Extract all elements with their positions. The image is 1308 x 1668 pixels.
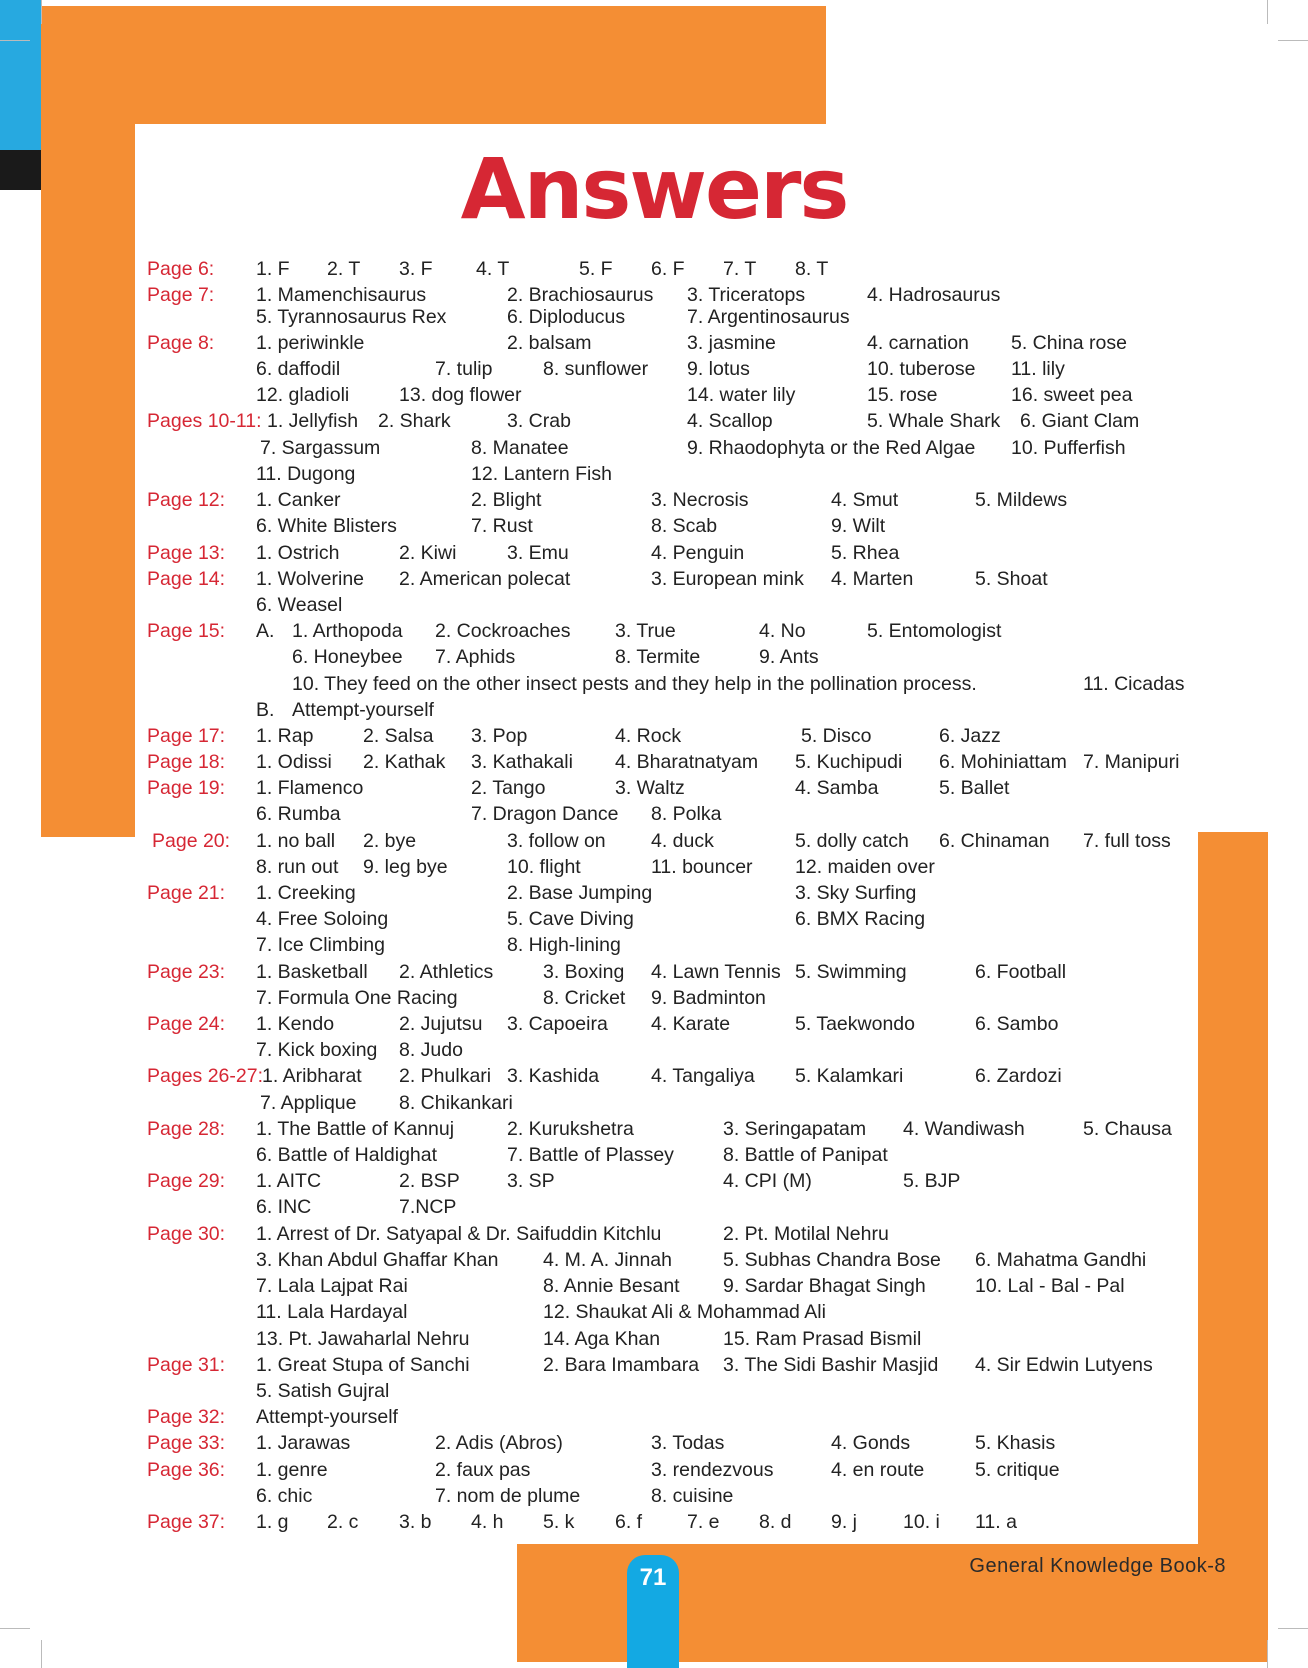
page-label: Page 33: xyxy=(147,1432,226,1454)
answer-item: 14. Aga Khan xyxy=(543,1328,661,1350)
answer-item: 11. a xyxy=(975,1511,1017,1533)
answer-item: 12. gladioli xyxy=(256,384,350,406)
answer-item: 4. Scallop xyxy=(687,410,773,432)
answer-item: 5. Tyrannosaurus Rex xyxy=(256,306,447,328)
answer-item: 7. Formula One Racing xyxy=(256,987,458,1009)
answer-item: 12. Shaukat Ali & Mohammad Ali xyxy=(543,1301,826,1323)
answer-item: 6. F xyxy=(651,258,685,280)
answer-item: 4. Rock xyxy=(615,725,682,747)
answer-item: 3. Kathakali xyxy=(471,751,573,773)
answer-item: 9. j xyxy=(831,1511,858,1533)
answer-item: 7. Applique xyxy=(260,1092,357,1114)
answer-item: 2. Jujutsu xyxy=(399,1013,483,1035)
answer-item: 4. Tangaliya xyxy=(651,1065,755,1087)
answer-item: 11. Dugong xyxy=(256,463,356,485)
page-label: Page 24: xyxy=(147,1013,226,1035)
answer-item: 1. Jellyfish xyxy=(267,410,359,432)
answer-item: 4. Free Soloing xyxy=(256,908,389,930)
answer-item: 6. Chinaman xyxy=(939,830,1050,852)
answer-item: 12. maiden over xyxy=(795,856,935,878)
answer-item: 7. Ice Climbing xyxy=(256,934,385,956)
page-label: Page 19: xyxy=(147,777,226,799)
answer-item: 2. c xyxy=(327,1511,359,1533)
answer-item: 5. Khasis xyxy=(975,1432,1056,1454)
crop-mark xyxy=(0,1628,30,1629)
answer-item: 3. b xyxy=(399,1511,432,1533)
answer-item: 3. Capoeira xyxy=(507,1013,608,1035)
answer-item: 1. g xyxy=(256,1511,289,1533)
page-label: Page 15: xyxy=(147,620,226,642)
page-label: Page 30: xyxy=(147,1223,226,1245)
page-label: Page 29: xyxy=(147,1170,226,1192)
book-title: General Knowledge Book-8 xyxy=(969,1555,1226,1577)
answer-item: 2. faux pas xyxy=(435,1459,531,1481)
page-label: Page 8: xyxy=(147,332,215,354)
answer-item: 8. cuisine xyxy=(651,1485,734,1507)
answer-item: 4. en route xyxy=(831,1459,925,1481)
answer-item: 8. Battle of Panipat xyxy=(723,1144,888,1166)
answer-item: 1. Flamenco xyxy=(256,777,364,799)
crop-mark xyxy=(1278,40,1308,41)
answer-item: 4. Hadrosaurus xyxy=(867,284,1001,306)
left-orange-band xyxy=(41,6,135,837)
answer-item: 9. Rhaodophyta or the Red Algae xyxy=(687,437,976,459)
answer-item: 3. Triceratops xyxy=(687,284,806,306)
answer-item: 1. Wolverine xyxy=(256,568,365,590)
crop-mark xyxy=(41,1640,42,1668)
answer-item: 2. Kiwi xyxy=(399,542,457,564)
page-label: Page 32: xyxy=(147,1406,226,1428)
answer-item: 2. Tango xyxy=(471,777,546,799)
answer-item: 1. Creeking xyxy=(256,882,356,904)
answer-item: 7. Battle of Plassey xyxy=(507,1144,674,1166)
answer-item: 2. BSP xyxy=(399,1170,460,1192)
answer-item: 5. Kuchipudi xyxy=(795,751,903,773)
answer-item: 9. Wilt xyxy=(831,515,886,537)
answer-item: 8. Chikankari xyxy=(399,1092,513,1114)
answer-item: 5. k xyxy=(543,1511,575,1533)
answer-item: 8. sunflower xyxy=(543,358,649,380)
answer-item: 1. Rap xyxy=(256,725,314,747)
answer-item: 4. CPI (M) xyxy=(723,1170,812,1192)
answer-item: 2. Bara Imambara xyxy=(543,1354,700,1376)
answer-item: 7. Sargassum xyxy=(260,437,381,459)
answer-item: 3. SP xyxy=(507,1170,555,1192)
answer-item: 1. Aribharat xyxy=(262,1065,362,1087)
answer-item: 8. Cricket xyxy=(543,987,626,1009)
answer-item: 3. Crab xyxy=(507,410,571,432)
answer-item: 4. duck xyxy=(651,830,714,852)
crop-mark xyxy=(0,40,30,41)
answer-item: 16. sweet pea xyxy=(1011,384,1133,406)
answer-item: 3. Emu xyxy=(507,542,569,564)
page-number: 71 xyxy=(627,1555,679,1668)
answer-item: 8. T xyxy=(795,258,829,280)
answer-item: 6. chic xyxy=(256,1485,313,1507)
answer-item: 3. European mink xyxy=(651,568,804,590)
answer-item: 4. Gonds xyxy=(831,1432,911,1454)
answer-item: 13. dog flower xyxy=(399,384,522,406)
answer-item: 5. BJP xyxy=(903,1170,961,1192)
answer-item: 4. Samba xyxy=(795,777,879,799)
page-label: Page 31: xyxy=(147,1354,226,1376)
answer-item: 10. They feed on the other insect pests and they help in the pollination process. xyxy=(292,673,977,695)
answer-item: 10. tuberose xyxy=(867,358,976,380)
answer-item: 7. tulip xyxy=(435,358,493,380)
answer-item: 5. Ballet xyxy=(939,777,1010,799)
answer-item: 5. Disco xyxy=(801,725,872,747)
answer-item: 5. F xyxy=(579,258,613,280)
answer-item: 6. Jazz xyxy=(939,725,1001,747)
answer-item: 9. Sardar Bhagat Singh xyxy=(723,1275,926,1297)
answer-item: 8. Polka xyxy=(651,803,722,825)
answer-item: 15. rose xyxy=(867,384,938,406)
answer-item: 10. flight xyxy=(507,856,581,878)
page-label: Page 7: xyxy=(147,284,215,306)
answer-item: 3. jasmine xyxy=(687,332,776,354)
answer-item: A. xyxy=(256,620,275,642)
crop-mark xyxy=(1267,1640,1268,1668)
page-label: Page 13: xyxy=(147,542,226,564)
answer-item: 11. bouncer xyxy=(651,856,753,878)
answer-item: 6. White Blisters xyxy=(256,515,397,537)
answer-item: 6. Battle of Haldighat xyxy=(256,1144,438,1166)
answer-item: 3. Sky Surfing xyxy=(795,882,917,904)
answer-item: 2. Adis (Abros) xyxy=(435,1432,563,1454)
answer-item: 4. Sir Edwin Lutyens xyxy=(975,1354,1153,1376)
answer-item: 2. Brachiosaurus xyxy=(507,284,654,306)
answer-item: 5. critique xyxy=(975,1459,1060,1481)
answer-item: 3. follow on xyxy=(507,830,606,852)
answer-item: 2. Base Jumping xyxy=(507,882,653,904)
answer-item: 2. American polecat xyxy=(399,568,571,590)
answer-item: 2. Phulkari xyxy=(399,1065,492,1087)
answer-item: 10. Pufferfish xyxy=(1011,437,1126,459)
answer-item: 9. Ants xyxy=(759,646,819,668)
page-label: Page 21: xyxy=(147,882,226,904)
answer-item: 1. Basketball xyxy=(256,961,368,983)
crop-mark xyxy=(41,0,42,24)
answer-item: 3. rendezvous xyxy=(651,1459,774,1481)
answer-item: 10. Lal - Bal - Pal xyxy=(975,1275,1125,1297)
answer-item: 7. e xyxy=(687,1511,720,1533)
answer-item: 1. Jarawas xyxy=(256,1432,351,1454)
answer-item: 5. Taekwondo xyxy=(795,1013,915,1035)
answer-item: 3. Boxing xyxy=(543,961,625,983)
page-label: Page 36: xyxy=(147,1459,226,1481)
answer-item: 6. Sambo xyxy=(975,1013,1059,1035)
answer-item: 7. full toss xyxy=(1083,830,1171,852)
answer-item: 7. Manipuri xyxy=(1083,751,1180,773)
answer-item: 4. Penguin xyxy=(651,542,745,564)
answer-item: 3. Khan Abdul Ghaffar Khan xyxy=(256,1249,499,1271)
answer-item: 11. lily xyxy=(1011,358,1065,380)
page-label: Pages 10-11: xyxy=(147,410,262,432)
page-label: Page 12: xyxy=(147,489,226,511)
answer-item: 15. Ram Prasad Bismil xyxy=(723,1328,922,1350)
answer-item: 6. INC xyxy=(256,1196,312,1218)
answer-item: 2. balsam xyxy=(507,332,592,354)
answer-item: 10. i xyxy=(903,1511,940,1533)
answer-item: 2. Blight xyxy=(471,489,542,511)
answer-item: 3. F xyxy=(399,258,433,280)
answer-item: 7. nom de plume xyxy=(435,1485,581,1507)
answer-item: 3. Waltz xyxy=(615,777,685,799)
answer-item: 2. Kathak xyxy=(363,751,446,773)
answer-item: 12. Lantern Fish xyxy=(471,463,612,485)
answer-item: 3. True xyxy=(615,620,676,642)
page-label: Pages 26-27: xyxy=(147,1065,264,1087)
answer-item: 8. High-lining xyxy=(507,934,621,956)
answer-item: 9. lotus xyxy=(687,358,750,380)
answer-item: 5. Swimming xyxy=(795,961,907,983)
answer-item: 2. Pt. Motilal Nehru xyxy=(723,1223,889,1245)
answer-item: 1. The Battle of Kannuj xyxy=(256,1118,455,1140)
answer-item: 2. Athletics xyxy=(399,961,494,983)
answer-item: 5. China rose xyxy=(1011,332,1127,354)
answer-item: 4. Smut xyxy=(831,489,899,511)
page-label: Page 37: xyxy=(147,1511,226,1533)
answer-item: 6. Zardozi xyxy=(975,1065,1062,1087)
answer-item: 1. F xyxy=(256,258,290,280)
page-label: Page 20: xyxy=(152,830,231,852)
answer-item: 7. T xyxy=(723,258,757,280)
right-orange-band xyxy=(1198,832,1268,1544)
answer-item: 3. Seringapatam xyxy=(723,1118,867,1140)
answer-item: 2. Cockroaches xyxy=(435,620,571,642)
answer-item: 11. Cicadas xyxy=(1083,673,1185,695)
answer-item: 11. Lala Hardayal xyxy=(256,1301,408,1323)
answer-item: 1. Great Stupa of Sanchi xyxy=(256,1354,470,1376)
page-label: Page 18: xyxy=(147,751,226,773)
answer-item: 3. Todas xyxy=(651,1432,725,1454)
answer-item: 6. Football xyxy=(975,961,1067,983)
answer-item: 6. Rumba xyxy=(256,803,341,825)
answer-item: 1. Canker xyxy=(256,489,341,511)
answer-item: 7. Argentinosaurus xyxy=(687,306,850,328)
answer-item: 1. Kendo xyxy=(256,1013,335,1035)
answer-item: 3. Pop xyxy=(471,725,528,747)
answer-item: 2. bye xyxy=(363,830,417,852)
answer-item: 2. Shark xyxy=(378,410,451,432)
page-label: Page 28: xyxy=(147,1118,226,1140)
answer-item: 8. d xyxy=(759,1511,792,1533)
answer-item: 8. run out xyxy=(256,856,339,878)
answer-item: 5. Satish Gujral xyxy=(256,1380,390,1402)
answer-item: 7. Rust xyxy=(471,515,533,537)
answer-item: 5. dolly catch xyxy=(795,830,909,852)
answer-item: 5. Whale Shark xyxy=(867,410,1001,432)
answer-item: 14. water lily xyxy=(687,384,796,406)
answer-item: 8. Judo xyxy=(399,1039,463,1061)
answer-item: 1. Mamenchisaurus xyxy=(256,284,427,306)
answer-item: Attempt-yourself xyxy=(256,1406,398,1428)
page-label: Page 23: xyxy=(147,961,226,983)
answer-item: 4. Lawn Tennis xyxy=(651,961,781,983)
answer-item: 7. Lala Lajpat Rai xyxy=(256,1275,408,1297)
answer-item: 3. Kashida xyxy=(507,1065,600,1087)
answer-item: 4. M. A. Jinnah xyxy=(543,1249,672,1271)
top-orange-band xyxy=(41,6,826,124)
answer-item: Attempt-yourself xyxy=(292,699,434,721)
answer-item: 1. Odissi xyxy=(256,751,332,773)
answer-item: 6. f xyxy=(615,1511,643,1533)
answer-item: 6. daffodil xyxy=(256,358,341,380)
crop-mark xyxy=(1278,1628,1308,1629)
answer-item: B. xyxy=(256,699,275,721)
page-label: Page 14: xyxy=(147,568,226,590)
answer-item: 9. Badminton xyxy=(651,987,766,1009)
answer-item: 6. Weasel xyxy=(256,594,343,616)
answer-item: 4. h xyxy=(471,1511,504,1533)
answer-item: 6. Mohiniattam xyxy=(939,751,1067,773)
page-label: Page 17: xyxy=(147,725,226,747)
answer-item: 3. Necrosis xyxy=(651,489,749,511)
page-title: Answers xyxy=(460,140,848,238)
answer-item: 7.NCP xyxy=(399,1196,457,1218)
answer-item: 7. Aphids xyxy=(435,646,516,668)
answer-item: 5. Cave Diving xyxy=(507,908,634,930)
answer-item: 1. Arrest of Dr. Satyapal & Dr. Saifuddin Kitchlu xyxy=(256,1223,662,1245)
answer-item: 3. The Sidi Bashir Masjid xyxy=(723,1354,939,1376)
answer-item: 5. Chausa xyxy=(1083,1118,1172,1140)
answer-item: 4. T xyxy=(476,258,510,280)
answer-item: 6. Honeybee xyxy=(292,646,403,668)
answer-item: 2. T xyxy=(327,258,361,280)
answer-item: 2. Kurukshetra xyxy=(507,1118,634,1140)
answer-item: 5. Kalamkari xyxy=(795,1065,904,1087)
answer-item: 8. Annie Besant xyxy=(543,1275,680,1297)
answer-item: 1. Ostrich xyxy=(256,542,340,564)
answer-item: 8. Termite xyxy=(615,646,701,668)
answer-item: 4. Wandiwash xyxy=(903,1118,1025,1140)
answer-item: 2. Salsa xyxy=(363,725,434,747)
answer-item: 1. genre xyxy=(256,1459,328,1481)
answer-item: 4. Bharatnatyam xyxy=(615,751,759,773)
answer-item: 7. Dragon Dance xyxy=(471,803,619,825)
answer-item: 7. Kick boxing xyxy=(256,1039,378,1061)
answer-item: 6. Giant Clam xyxy=(1020,410,1140,432)
answer-item: 4. Karate xyxy=(651,1013,731,1035)
answer-item: 5. Entomologist xyxy=(867,620,1002,642)
page-label: Page 6: xyxy=(147,258,215,280)
answer-item: 5. Rhea xyxy=(831,542,900,564)
answer-item: 5. Subhas Chandra Bose xyxy=(723,1249,941,1271)
answer-item: 6. Mahatma Gandhi xyxy=(975,1249,1147,1271)
answer-item: 1. Arthopoda xyxy=(292,620,403,642)
answer-item: 8. Manatee xyxy=(471,437,569,459)
answer-item: 6. Diploducus xyxy=(507,306,626,328)
answer-item: 1. AITC xyxy=(256,1170,322,1192)
answer-item: 8. Scab xyxy=(651,515,718,537)
answer-item: 5. Mildews xyxy=(975,489,1068,511)
answer-item: 4. carnation xyxy=(867,332,969,354)
answer-item: 6. BMX Racing xyxy=(795,908,926,930)
answer-item: 4. No xyxy=(759,620,806,642)
answer-item: 4. Marten xyxy=(831,568,914,590)
answer-item: 9. leg bye xyxy=(363,856,448,878)
answer-item: 5. Shoat xyxy=(975,568,1048,590)
answer-item: 1. periwinkle xyxy=(256,332,365,354)
crop-mark xyxy=(1267,0,1268,24)
answer-item: 13. Pt. Jawaharlal Nehru xyxy=(256,1328,470,1350)
answer-item: 1. no ball xyxy=(256,830,336,852)
